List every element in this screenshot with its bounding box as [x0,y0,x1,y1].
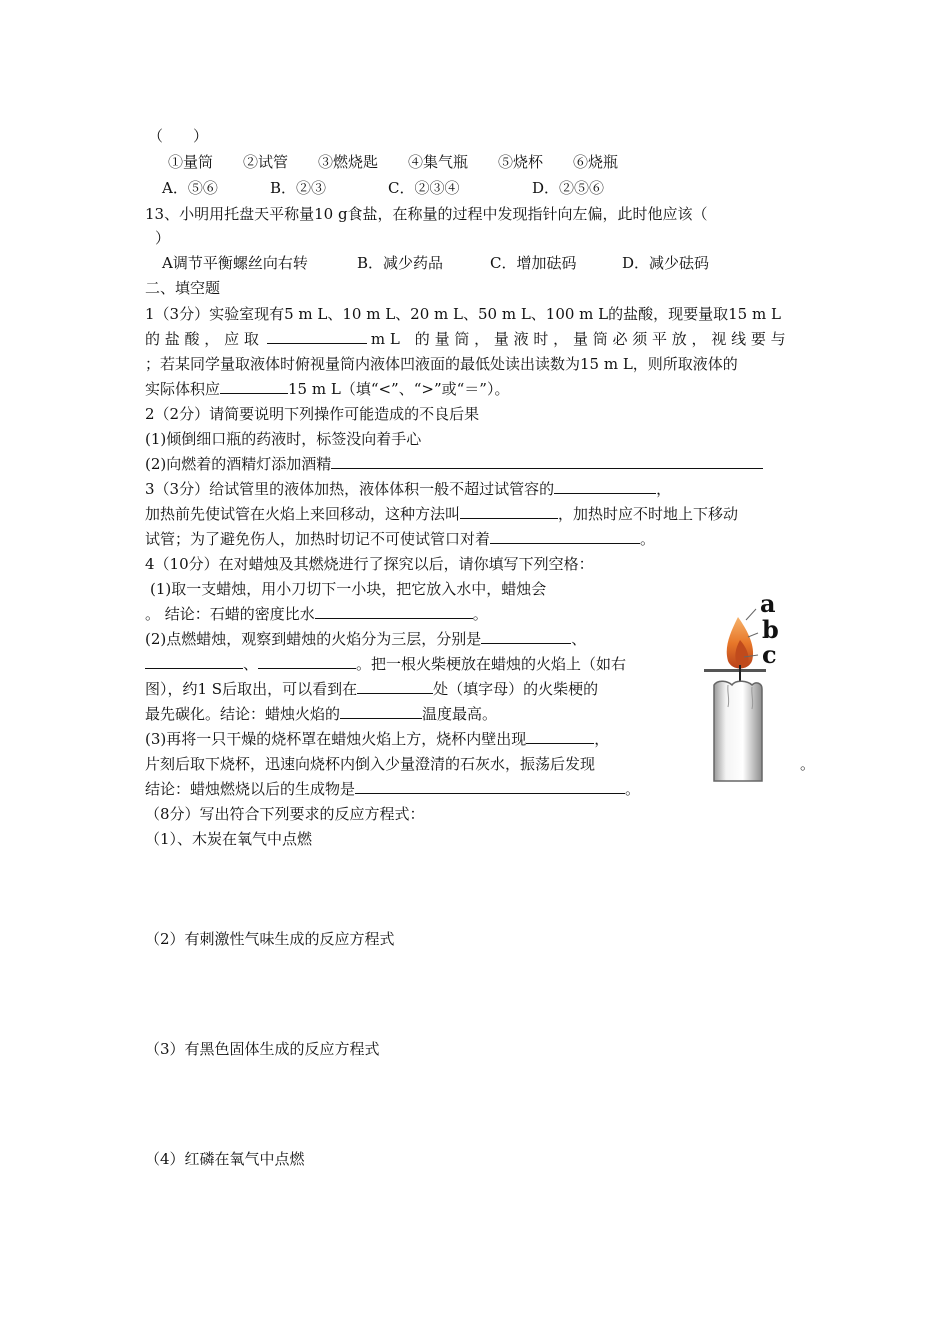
f2-text: (2)向燃着的酒精灯添加酒精 [145,455,332,473]
f4-text: 最先碳化。结论：蜡烛火焰的 [145,705,341,723]
f4-line4 [145,629,586,649]
f4-text: ， [594,730,610,748]
f4-line9: 片刻后取下烧杯，迅速向烧杯内倒入少量澄清的石灰水，振荡后发现 [145,755,596,773]
q12-option-b: B．②③ [270,179,327,197]
f1-text: m L 的 量 筒 ， 量 液 时 ， 量 筒 必 须 平 放 ， 视 线 要 与 [370,330,786,348]
f4-blank-letter[interactable] [357,679,433,694]
f4-line9-end: 。 [800,755,816,773]
q13-option-d: D．减少砝码 [622,254,710,272]
f2-line1: 2（2分）请简要说明下列操作可能造成的不良后果 [145,405,480,423]
candle-body [714,681,762,781]
f1-text: 实际体积应 [145,380,221,398]
f1-blank-cylinder[interactable] [267,329,367,344]
f4-line5 [145,654,626,674]
f3-text: 试管；为了避免伤人，加热时切记不可使试管口对着 [145,530,491,548]
f4-text: 、 [243,655,259,673]
f3-blank-method[interactable] [460,504,558,519]
f3-text: ，加热时应不时地上下移动 [558,505,739,523]
q12-option-d: D．②⑤⑥ [532,179,605,197]
f4-blank-layer3[interactable] [258,654,356,669]
f5-part2: （2）有刺激性气味生成的反应方程式 [145,930,395,948]
pointer-a [746,609,756,620]
f4-text: 。 [625,780,641,798]
q13-stem-end: ） [155,229,171,247]
flame [727,617,753,669]
f4-text: 处（填字母）的火柴梗的 [433,680,599,698]
f4-line3 [145,604,488,624]
candle-flame-figure [700,585,810,790]
f4-text: 图），约1 S后取出，可以看到在 [145,680,358,698]
q13-option-c: C．增加砝码 [490,254,577,272]
f5-part1: （1）、木炭在氧气中点燃 [145,830,313,848]
f3-blank-direction[interactable] [490,529,640,544]
f4-text: 、 [571,630,587,648]
f3-line2 [145,504,738,524]
f4-blank-layer1[interactable] [481,629,571,644]
q12-items: ①量筒 ②试管 ③燃烧匙 ④集气瓶 ⑤烧杯 ⑥烧瓶 [168,153,619,171]
f3-line3 [145,529,655,549]
q12-option-c: C．②③④ [388,179,460,197]
q13-option-b: B．减少药品 [357,254,444,272]
f5-line1: （8分）写出符合下列要求的反应方程式： [145,805,425,823]
label-c: c [762,640,777,669]
section-title-fill-in: 二、填空题 [145,279,221,297]
f1-blank-volume[interactable] [220,379,288,394]
f4-text: 。 结论：石蜡的密度比水 [145,605,315,623]
f4-line10 [145,779,640,799]
f2-blank-consequence[interactable] [331,454,763,469]
f4-text: (2)点燃蜡烛，观察到蜡烛的火焰分为三层，分别是 [145,630,482,648]
f3-blank-volume[interactable] [554,479,656,494]
f4-line1: 4（10分）在对蜡烛及其燃烧进行了探究以后，请你填写下列空格： [145,555,594,573]
q13-option-a: A调节平衡螺丝向右转 [162,254,308,272]
f4-line7 [145,704,497,724]
f4-text: 结论：蜡烛燃烧以后的生成物是 [145,780,356,798]
f3-line1 [145,479,671,499]
f5-part3: （3）有黑色固体生成的反应方程式 [145,1040,380,1058]
f1-line4 [145,379,509,399]
f4-text: 。把一根火柴梗放在蜡烛的火焰上（如右 [356,655,627,673]
q12-paren: （ ） [148,127,209,145]
f4-line2: (1)取一支蜡烛，用小刀切下一小块，把它放入水中，蜡烛会 [150,580,547,598]
matchstick [704,669,766,672]
f4-text: 。 [472,605,488,623]
f3-text: 3（3分）给试管里的液体加热，液体体积一般不超过试管容的 [145,480,555,498]
f1-text: 的 盐 酸 ， 应 取 [145,330,259,348]
f3-text: 。 [640,530,656,548]
f4-blank-layer2[interactable] [145,654,243,669]
f4-text: (3)再将一只干燥的烧杯罩在蜡烛火焰上方，烧杯内壁出现 [145,730,527,748]
f4-line8 [145,729,609,749]
f4-blank-beaker[interactable] [526,729,594,744]
f1-line3: ；若某同学量取液体时俯视量筒内液体凹液面的最低处读出读数为15 m L，则所取液体的 [145,355,738,373]
f3-text: ， [656,480,672,498]
f4-blank-products[interactable] [355,779,625,794]
f1-text: 15 m L（填“<”、“>”或“＝”）。 [288,380,510,398]
f3-text: 加热前先使试管在火焰上来回移动，这种方法叫 [145,505,461,523]
f2-line3 [145,454,763,474]
f2-line2: (1)倾倒细口瓶的药液时，标签没向着手心 [145,430,422,448]
label-a: a [760,589,776,618]
label-b: b [762,615,779,644]
f4-line6 [145,679,598,699]
f4-blank-hottest[interactable] [340,704,422,719]
f1-line2 [145,329,786,349]
pointer-b [748,633,758,637]
f4-text: 温度最高。 [422,705,498,723]
q12-option-a: A．⑤⑥ [162,179,218,197]
q13-stem: 13、小明用托盘天平称量10 g食盐，在称量的过程中发现指针向左偏，此时他应该（ [145,205,708,223]
f5-part4: （4）红磷在氧气中点燃 [145,1150,305,1168]
f1-line1: 1（3分）实验室现有5 m L、10 m L、20 m L、50 m L、100 m L的盐酸，现要量取15 m L [145,305,781,323]
f4-blank-density[interactable] [315,604,473,619]
